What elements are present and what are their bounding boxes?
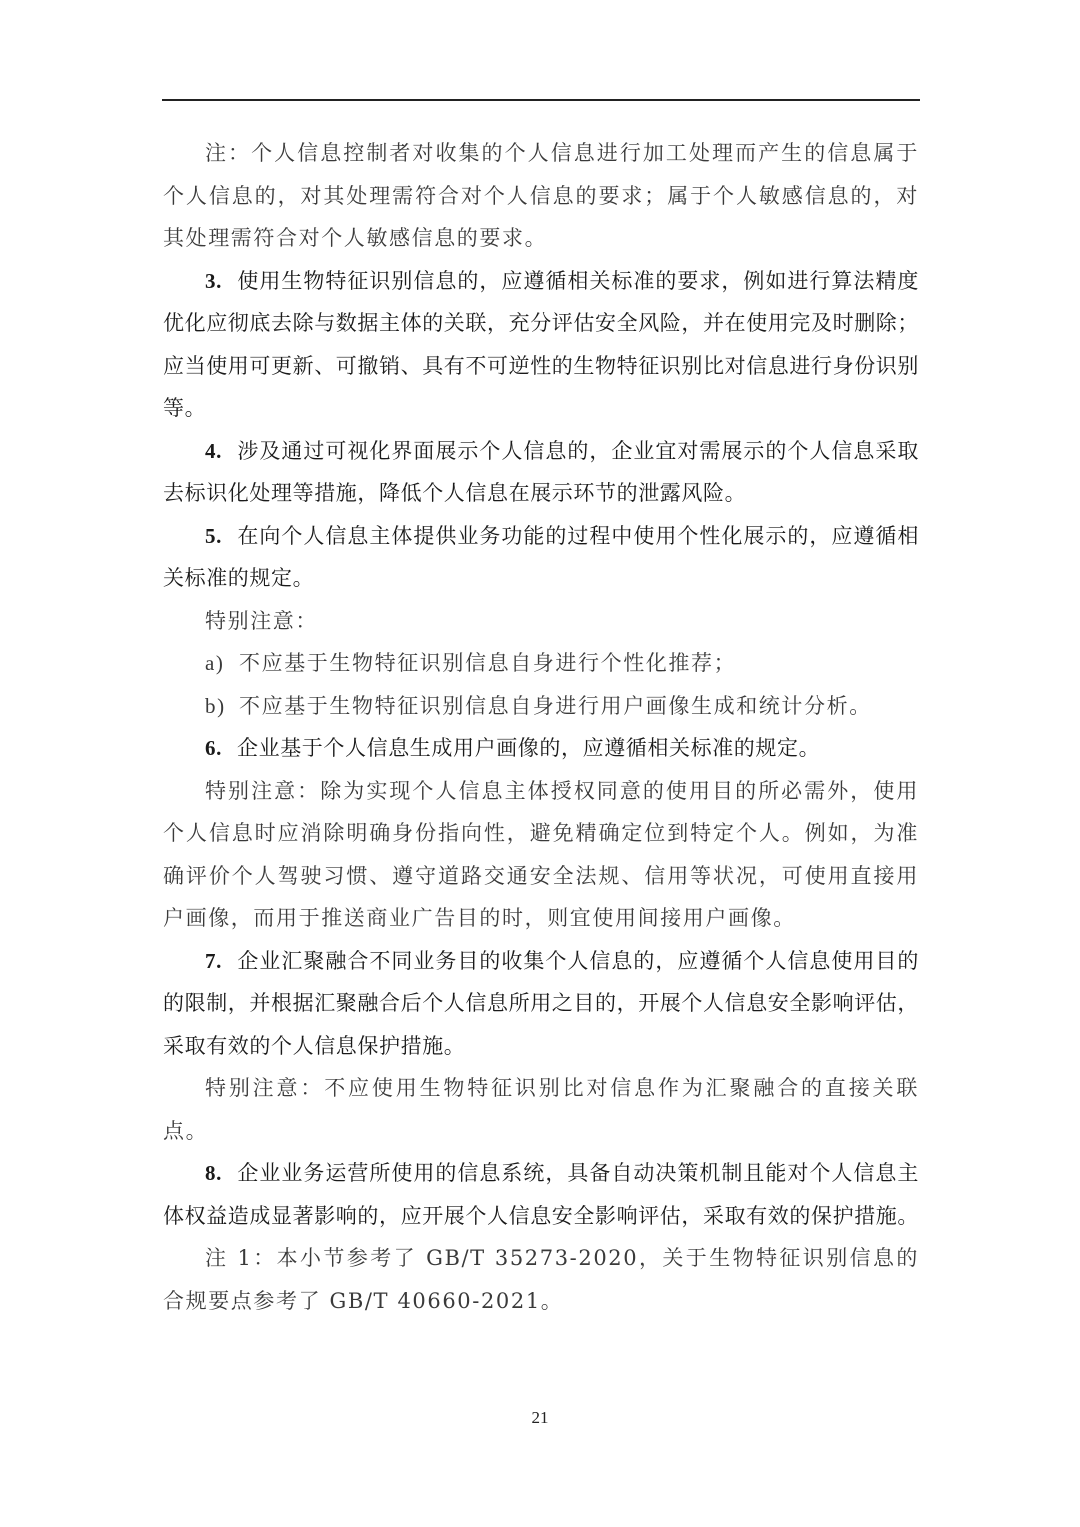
page-number: 21 [531,1408,549,1427]
item-text: 在向个人信息主体提供业务功能的过程中使用个性化展示的，应遵循相关标准的规定。 [163,523,919,590]
item-number: 6. [205,736,222,760]
list-label: a) [205,651,225,675]
item-6 [163,727,919,770]
special-note-heading: 特别注意： [205,608,318,633]
item-text: 使用生物特征识别信息的，应遵循相关标准的要求，例如进行算法精度优化应彻底去除与数据主体的关联，充分评估安全风险，并在使用完及时删除；应当使用可更新、可撤销、具有不可逆性的生物特征识别比对信息进行身份识别等。 [163,268,919,420]
item-text: 涉及通过可视化界面展示个人信息的，企业宜对需展示的个人信息采取去标识化处理等措施，降低个人信息在展示环节的泄露风险。 [163,438,919,505]
list-text: 不应基于生物特征识别信息自身进行个性化推荐； [239,651,737,675]
item-number: 3. [205,268,222,293]
special-note-item-a [163,642,919,685]
item-5 [163,515,919,600]
item-text: 企业汇聚融合不同业务目的收集个人信息的，应遵循个人信息使用目的的限制，并根据汇聚融合后个人信息所用之目的，开展个人信息安全影响评估，采取有效的个人信息保护措施。 [163,948,919,1058]
item-text: 企业基于个人信息生成用户画像的，应遵循相关标准的规定。 [237,736,821,760]
item-text: 企业业务运营所使用的信息系统，具备自动决策机制且能对个人信息主体权益造成显著影响的，应开展个人信息安全影响评估，采取有效的保护措施。 [163,1161,919,1228]
special-note-item-b [163,685,919,728]
final-note: 注 1：本小节参考了 GB/T 35273-2020，关于生物特征识别信息的合规要点参考了 GB/T 40660-2021。 [163,1246,919,1313]
document-body [163,132,919,1322]
special-note-7: 特别注意：不应使用生物特征识别比对信息作为汇聚融合的直接关联点。 [163,1076,919,1143]
item-8 [163,1152,919,1237]
list-text: 不应基于生物特征识别信息自身进行用户画像生成和统计分析。 [239,693,872,718]
item-number: 4. [205,438,222,463]
header-rule [162,99,920,101]
item-number: 5. [205,523,222,548]
item-3 [163,260,919,430]
item-4 [163,430,919,515]
item-number: 7. [205,948,222,973]
item-number: 8. [205,1161,222,1185]
list-label: b) [205,693,226,718]
special-note-6: 特别注意：除为实现个人信息主体授权同意的使用目的所必需外，使用个人信息时应消除明确身份指向性，避免精确定位到特定个人。例如，为准确评价个人驾驶习惯、遵守道路交通安全法规、信用等状况，可使用直接用户画像，而用于推送商业广告目的时，则宜使用间接用户画像。 [163,778,919,930]
note-paragraph: 注：个人信息控制者对收集的个人信息进行加工处理而产生的信息属于个人信息的，对其处理需符合对个人信息的要求；属于个人敏感信息的，对其处理需符合对个人敏感信息的要求。 [163,141,919,250]
item-7 [163,940,919,1068]
